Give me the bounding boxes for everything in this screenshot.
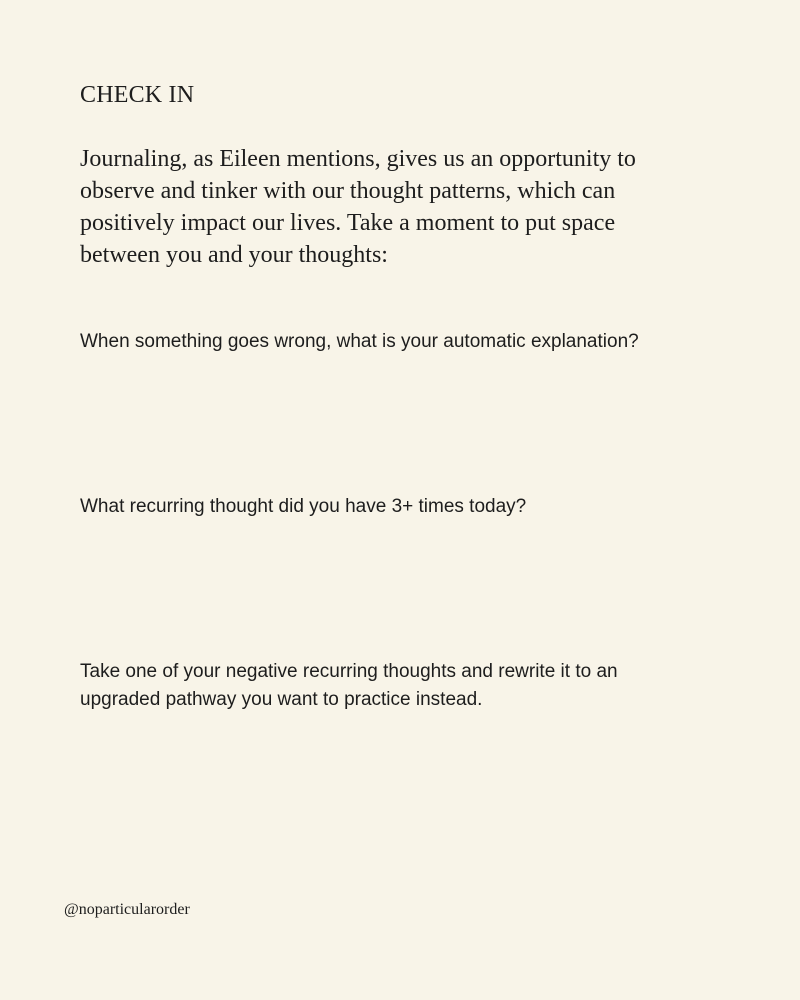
intro-line: observe and tinker with our thought patterns, which can [80, 178, 616, 204]
journal-prompt-line: upgraded pathway you want to practice instead. [80, 689, 483, 710]
journal-prompt-2 [80, 493, 740, 521]
journal-prompt-line: When something goes wrong, what is your automatic explanation? [80, 331, 639, 352]
intro-paragraph [80, 143, 730, 271]
page-title: CHECK IN [80, 82, 195, 108]
journal-prompt-1 [80, 328, 740, 356]
intro-line: between you and your thoughts: [80, 242, 388, 268]
social-handle: @noparticularorder [64, 901, 190, 918]
journal-prompt-line: What recurring thought did you have 3+ times today? [80, 496, 527, 517]
intro-line: positively impact our lives. Take a moment to put space [80, 210, 616, 236]
intro-line: Journaling, as Eileen mentions, gives us an opportunity to [80, 146, 636, 172]
journal-prompt-line: Take one of your negative recurring thoughts and rewrite it to an [80, 661, 618, 682]
journal-prompt-3 [80, 658, 740, 714]
